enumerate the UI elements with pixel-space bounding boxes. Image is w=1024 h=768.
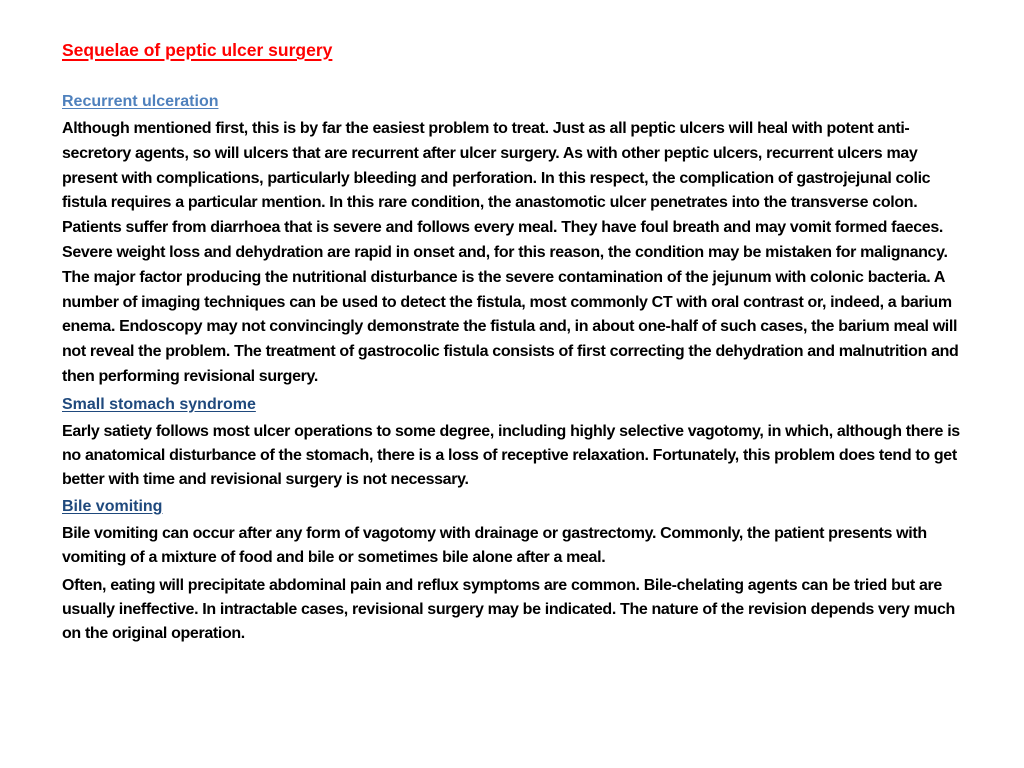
slide-content: [62, 38, 967, 650]
paragraph-bile-vomiting-1: Bile vomiting can occur after any form of vagotomy with drainage or gastrectomy. Commonly, the patient presents with vomiting of a mixture of food and bile or sometimes bile alone after a meal.: [62, 524, 927, 566]
paragraph-small-stomach-syndrome: Early satiety follows most ulcer operations to some degree, including highly selective vagotomy, in which, although there is no anatomical disturbance of the stomach, there is a loss of receptive relaxation. Fortunately, this problem does tend to get better with time and revisional surgery is not necessary.: [62, 422, 960, 488]
paragraph-bile-vomiting-2: Often, eating will precipitate abdominal pain and reflux symptoms are common. Bile-chelating agents can be tried but are usually ineffective. In intractable cases, revisional surgery may be indicated. The nature of the revision depends very much on the original operation.: [62, 576, 955, 642]
section-recurrent-ulceration: [62, 91, 967, 390]
slide-title: Sequelae of peptic ulcer surgery: [62, 40, 333, 60]
heading-small-stomach-syndrome: Small stomach syndrome: [62, 395, 256, 413]
section-bile-vomiting: [62, 496, 967, 646]
heading-bile-vomiting: Bile vomiting: [62, 497, 163, 515]
section-small-stomach-syndrome: [62, 394, 967, 492]
heading-recurrent-ulceration: Recurrent ulceration: [62, 93, 219, 110]
paragraph-recurrent-ulceration: Although mentioned first, this is by far the easiest problem to treat. Just as all peptic ulcers will heal with potent anti-secretory agents, so will ulcers that are recurrent after ulcer surgery. As with other peptic ulcers, recurrent ulcers may present with complications, particularly bleeding and perforation. In this respect, the complication of gastrojejunal colic fistula requires a particular mention. In this rare condition, the anastomotic ulcer penetrates into the transverse colon. Patients suffer from diarrhoea that is severe and follows every meal. They have foul breath and may vomit formed faeces. Severe weight loss and dehydration are rapid in onset and, for this reason, the condition may be mistaken for malignancy. The major factor producing the nutritional disturbance is the severe contamination of the jejunum with colonic bacteria. A number of imaging techniques can be used to detect the fistula, most commonly CT with oral contrast or, indeed, a barium enema. Endoscopy may not convincingly demonstrate the fistula and, in about one-half of such cases, the barium meal will not reveal the problem. The treatment of gastrocolic fistula consists of first correcting the dehydration and malnutrition and then performing revisional surgery.: [62, 120, 959, 385]
